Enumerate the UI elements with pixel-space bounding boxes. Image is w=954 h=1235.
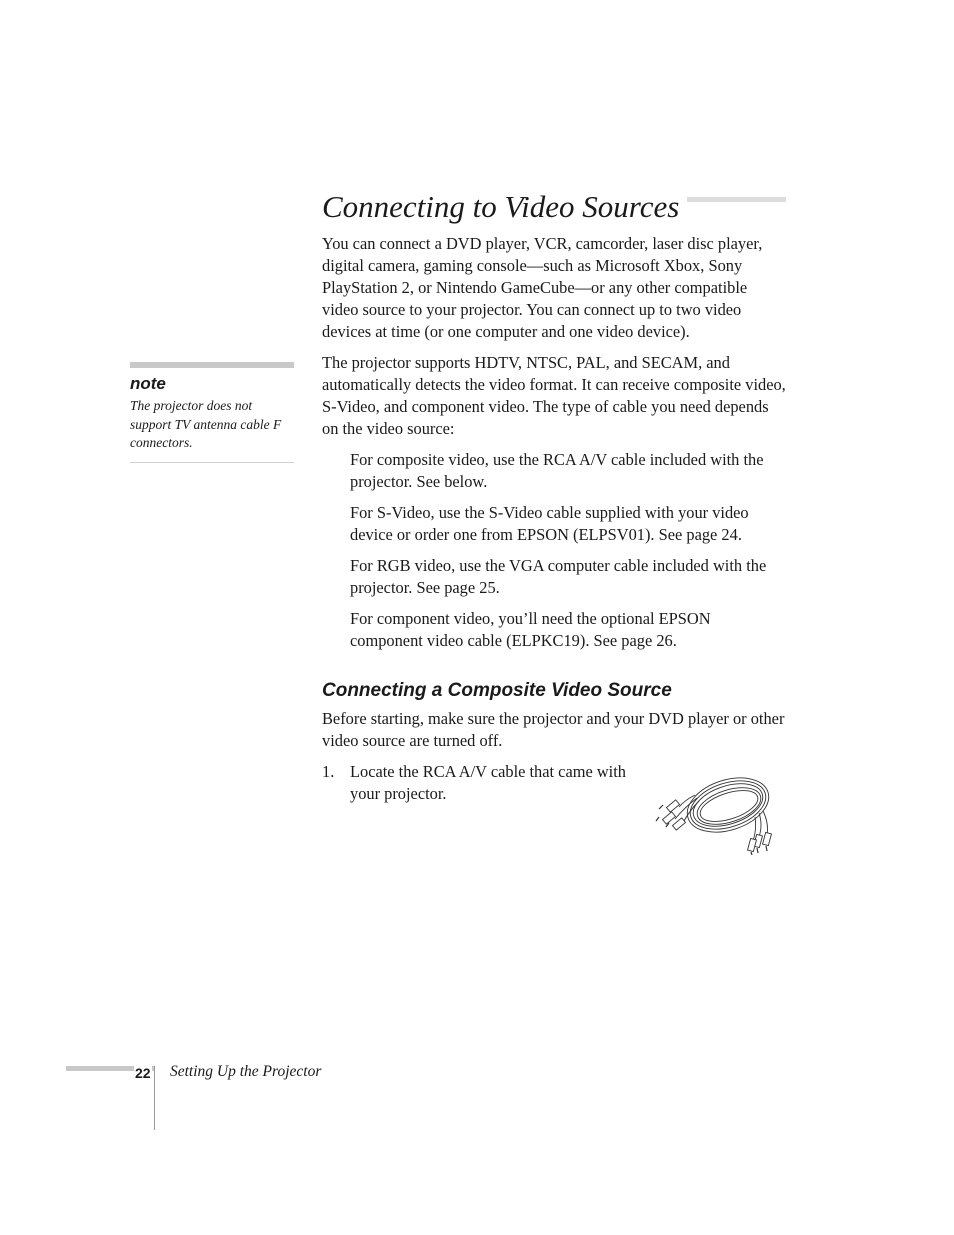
rca-av-cable-illustration bbox=[655, 765, 780, 855]
cable-option-item: For composite video, use the RCA A/V cable included with the projector. See below. bbox=[350, 450, 764, 491]
chapter-title: Setting Up the Projector bbox=[170, 1063, 322, 1080]
cable-icon bbox=[655, 765, 780, 855]
cable-option-item: For component video, you’ll need the optional EPSON component video cable (ELPKC19). See page 26. bbox=[350, 609, 711, 650]
page-title: Connecting to Video Sources bbox=[322, 188, 687, 226]
note-bar bbox=[130, 362, 294, 368]
note-rule bbox=[130, 462, 294, 463]
footer-divider bbox=[154, 1066, 155, 1130]
step-number: 1. bbox=[322, 762, 335, 781]
side-note bbox=[130, 362, 294, 463]
intro-paragraph: You can connect a DVD player, VCR, camcorder, laser disc player, digital camera, gaming console—such as Microsoft Xbox, Sony PlayStation 2, or Nintendo GameCube—or any other compatible video source to your projector. You can connect up to two video devices at time (or one computer and one video device). bbox=[322, 234, 763, 341]
step-item bbox=[322, 761, 650, 805]
cable-option-item: For RGB video, use the VGA computer cable included with the projector. See page 25. bbox=[350, 556, 767, 597]
main-content bbox=[322, 233, 786, 814]
intro-paragraph: The projector supports HDTV, NTSC, PAL, and SECAM, and automatically detects the video format. It can receive composite video, S-Video, and component video. The type of cable you need depends on the video source: bbox=[322, 353, 786, 438]
step-text: Locate the RCA A/V cable that came with your projector. bbox=[350, 762, 626, 803]
note-label: note bbox=[130, 374, 166, 393]
section-intro: Before starting, make sure the projector and your DVD player or other video source are turned off. bbox=[322, 709, 785, 750]
page-number: 22 bbox=[135, 1065, 151, 1081]
note-text: The projector does not support TV antenna cable F connectors. bbox=[130, 398, 282, 450]
section-heading: Connecting a Composite Video Source bbox=[322, 680, 672, 701]
cable-option-item: For S-Video, use the S-Video cable supplied with your video device or order one from EPSON (ELPSV01). See page 24. bbox=[350, 503, 749, 544]
